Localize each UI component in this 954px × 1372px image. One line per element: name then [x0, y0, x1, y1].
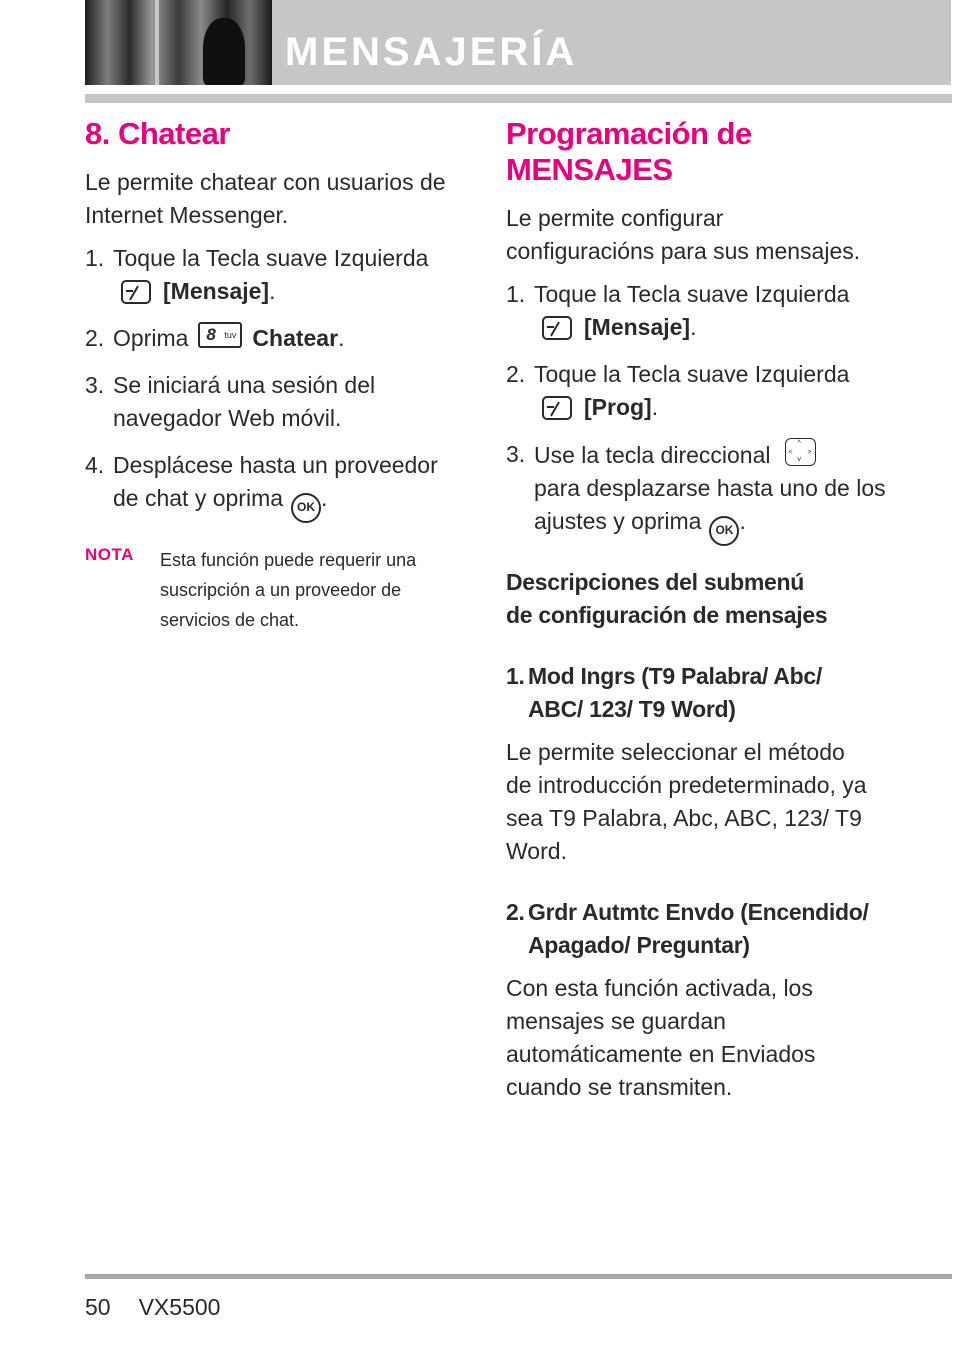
chatear-step-3	[85, 369, 460, 435]
step-softkey-line	[534, 394, 658, 420]
step-text: Se iniciará una sesión del navegador Web móvil.	[113, 372, 376, 431]
programacion-step-3	[506, 438, 906, 546]
step-after: .	[739, 508, 746, 534]
submenu-item-1-body: Le permite seleccionar el método de introducción predeterminado, ya sea T9 Palabra, Abc, ABC, 123/ T9 Word.	[506, 738, 867, 864]
right-column	[506, 112, 906, 1104]
submenu-title: Descripciones del submenú de configuración de mensajes	[506, 568, 828, 628]
header-photo-lamp	[155, 0, 159, 85]
chatear-step-2	[85, 322, 460, 355]
step-number: 2.	[506, 361, 526, 387]
step-softkey-line	[113, 278, 275, 304]
step-after: .	[651, 394, 659, 420]
programacion-intro: Le permite configurar configuracións para sus mensajes.	[506, 205, 861, 264]
programacion-heading-line2: MENSAJES	[506, 152, 673, 187]
step-after: .	[269, 278, 276, 304]
submenu-item-2-body: Con esta función activada, los mensajes se guardan automáticamente en Enviados cuando se transmiten.	[506, 974, 816, 1100]
chatear-steps	[85, 242, 460, 523]
step-after: .	[338, 325, 345, 351]
chatear-step-1	[85, 242, 460, 308]
step-text-a: Use la tecla direccional	[534, 442, 771, 468]
submenu-item-1-title	[506, 660, 858, 726]
header-photo-figure	[203, 18, 245, 85]
programacion-step-1	[506, 278, 906, 344]
programacion-heading-line1: Programación de	[506, 116, 752, 151]
submenu-item-2-title	[506, 896, 878, 962]
chatear-step-4	[85, 449, 460, 523]
left-softkey-icon	[121, 280, 151, 304]
page-section-title: MENSAJERÍA	[285, 30, 578, 74]
programacion-heading	[506, 116, 906, 188]
step-number: 2.	[85, 325, 105, 351]
header-rule	[85, 94, 952, 103]
step-bold: Chatear	[252, 325, 339, 351]
nav-key-icon: ^ < > v	[785, 438, 816, 466]
step-after: .	[690, 314, 697, 340]
key-letters: tuv	[224, 330, 237, 340]
step-text: Desplácese hasta un proveedor de chat y oprima	[113, 452, 438, 511]
left-softkey-icon	[542, 396, 572, 420]
chatear-heading: 8. Chatear	[85, 116, 230, 151]
nota-block	[85, 545, 460, 635]
ok-icon: OK	[291, 493, 321, 523]
left-column	[85, 112, 460, 635]
step-text: Toque la Tecla suave Izquierda	[534, 361, 850, 387]
step-text: Toque la Tecla suave Izquierda	[534, 281, 850, 307]
item-title: Mod Ingrs (T9 Palabra/ Abc/ ABC/ 123/ T9 Word)	[528, 662, 822, 722]
ok-icon: OK	[709, 516, 739, 546]
key-digit: 8	[206, 325, 216, 344]
footer	[85, 1294, 220, 1321]
step-bold: [Mensaje]	[584, 314, 691, 340]
step-number: 4.	[85, 452, 105, 478]
footer-rule	[85, 1274, 952, 1279]
step-text: Oprima	[113, 325, 189, 351]
page-number: 50	[85, 1294, 111, 1320]
item-title: Grdr Autmtc Envdo (Encendido/ Apagado/ Preguntar)	[528, 898, 869, 958]
step-number: 1.	[85, 245, 105, 271]
nota-label: NOTA	[85, 544, 134, 564]
programacion-step-2	[506, 358, 906, 424]
step-after: .	[321, 485, 328, 511]
step-number: 3.	[506, 441, 526, 467]
step-text: Toque la Tecla suave Izquierda	[113, 245, 429, 271]
step-number: 1.	[506, 281, 526, 307]
nota-text: Esta función puede requerir una suscripción a un proveedor de servicios de chat.	[160, 549, 417, 630]
step-bold: [Prog]	[584, 394, 652, 420]
step-softkey-line	[534, 314, 696, 340]
step-number: 3.	[85, 372, 105, 398]
step-bold: [Mensaje]	[163, 278, 270, 304]
programacion-steps	[506, 278, 906, 546]
step-text-b: para desplazarse hasta uno de los ajustes y oprima	[534, 475, 886, 534]
header-photo	[85, 0, 272, 85]
left-softkey-icon	[542, 316, 572, 340]
key-8-icon	[198, 322, 242, 348]
model-name: VX5500	[138, 1294, 221, 1320]
item-number: 1.	[506, 662, 525, 689]
item-number: 2.	[506, 898, 525, 925]
chatear-intro: Le permite chatear con usuarios de Internet Messenger.	[85, 169, 446, 228]
